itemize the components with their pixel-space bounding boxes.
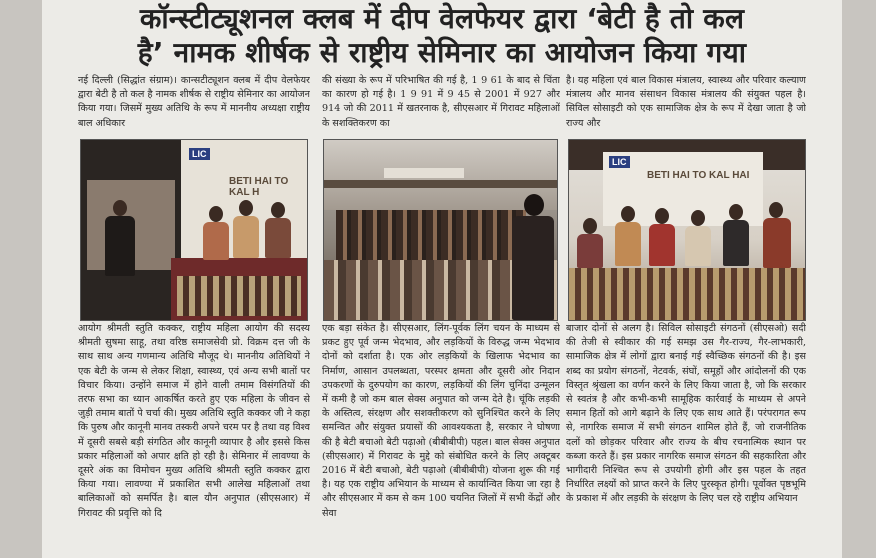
bottom-column-2: एक बड़ा संकेत है। सीएसआर, लिंग-पूर्वक लिंग चयन के माध्यम से प्रकट हुए पूर्व जन्म भेदभाव, और लड़कियों के विरुद्ध जन्म भेदभाव दोनों को दर्शाता है। एक ओर लड़कियों के खिलाफ भेदभाव का निर्माण, आसान उपलब्धता, परस्पर क्षमता और दूसरी ओर निदान उपकरणों के दुरुपयोग का कारण, लड़कियों की लिंग चुनिंदा उन्मूलन में कमी है जो कम बाल सेक्स अनुपात को जन्म देते है। चूंकि लड़की के अस्तित्व, संरक्षण और सशक्तीकरण को सुनिश्चित करने के लिए समन्वित और संयुक्त प्रयासों की आवश्यकता है, सरकार ने घोषणा की है बेटी बचाओ बेटी पढ़ाओ (बीबीबीपी) पहल। बाल सेक्स अनुपात (सीएसआर) में गिरावट के मुद्दे को संबोधित करने के लिए अक्टूबर 2016 में बेटी बचाओ, बेटी पढ़ाओ (बीबीबीपी) योजना शुरू की गई है। यह एक राष्ट्रीय अभियान के माध्यम से कार्यान्वित किया जा रहा है और सीएसआर में कम से कम 100 चयनित जिलों में सभी केंद्रों और सेवा xyxy=(322,323,560,519)
lic-logo: LIC xyxy=(189,148,210,160)
lic-logo-2: LIC xyxy=(609,156,630,168)
headline-line-1: कॉन्स्टीट्यूशनल क्लब में दीप वेलफेयर द्वारा ‘बेटी है तो कल xyxy=(139,2,745,35)
bottom-column-3: बाजार दोनों से अलग है। सिविल सोसाइटी संगठनों (सीएसओ) सदी की तेजी से स्वीकार की गई समझ उस गैर-राज्य, गैर-लाभकारी, सामाजिक क्षेत्र में लोगों द्वारा बनाई गई स्वैच्छिक संगठनों की है। इस शब्द का प्रयोग संगठनों, नेटवर्क, संघों, समूहों और आंदोलनों की एक विस्तृत श्रृंखला का वर्णन करने के लिए किया जाता है, जो कि सरकार से स्वतंत्र है और कभी-कभी सामूहिक कार्रवाई के माध्यम से अपने समान हितों को आगे बढ़ाने के लिए एक साथ आते हैं। परंपरागत रूप से, नागरिक समाज में सभी संगठन शामिल होते हैं, जो राजनीतिक दलों को छोड़कर परिवार और राज्य के बीच रचनात्मिक स्थान पर कब्जा करते हैं। इस प्रकार नागरिक समाज संगठन की सहकारिता और भागीदारी निश्चित रूप से उपयोगी होगी और इस पहल के तहत निर्धारित लक्ष्यों को प्राप्त करने के लिए पुरस्कृत होगी। पूर्वोक्त पृष्ठभूमि के प्रकाश में और लड़की के संरक्षण के लिए चल रहे राष्ट्रीय अभियान xyxy=(566,323,806,505)
newspaper-clipping xyxy=(42,0,842,558)
headline xyxy=(42,2,842,70)
top-column-1: नई दिल्ली (सिद्धांत संग्राम)। कान्सटीट्यूशन क्लब में दीप वेलफेयर द्वारा बेटी है तो कल है नामक शीर्षक से राष्ट्रीय सेमिनार का आयोजन किया गया। जिसमें मुख्य अतिथि के रूप में माननीय अध्यक्षा राष्ट्रीय बाल अधिकार xyxy=(78,75,310,129)
headline-line-2: है’ नामक शीर्षक से राष्ट्रीय सेमिनार का आयोजन किया गया xyxy=(137,36,747,69)
seminar-stage-photo-1 xyxy=(80,139,308,321)
stage-banner-text-2: BETI HAI TO KAL HAI xyxy=(647,170,750,181)
seminar-audience-photo xyxy=(323,139,558,321)
bottom-column-1: आयोग श्रीमती स्तुति कक्कर, राष्ट्रीय महिला आयोग की सदस्य श्रीमती सुषमा साहू, तथा वरिष्ठ समाजसेवी प्रो. विक्रम दत्त जी के साथ साथ अन्य गणमान्य अतिथि मौजूद थे। माननीय अतिथियों ने एक बेटी के जन्म से लेकर शिक्षा, स्वास्थ्य, एवं अन्य सभी बातों पर विचार किया। उन्होंने समाज में होने वाली तमाम विसंगतियों की तरफ सभा का ध्यान आकर्षित करते हुए एक महिला के जीवन से जुड़ी तमाम बातों पे चर्चा की। मुख्य अतिथि स्तुति कक्कर जी ने कहा कि पुरुष और कानूनी मानव तस्करी अपने चरम पर है तथा वह विश्व में दूसरी सबसे बड़ी संगठित और कानूनी व्यापार है और इससे किस प्रकार महिलाओं को अपार क्षति हो रही है। सेमिनार में लावण्या के दूसरे अंक का विमोचन मुख्य अतिथि श्रीमती स्तुति कक्कर द्वारा किया गया। लावण्या में प्रकाशित सभी आलेख महिलाओं तथा बालिकाओं को समर्पित है। बाल यौन अनुपात (सीएसआर) में गिरावट की प्रवृत्ति को दि xyxy=(78,323,310,519)
seminar-stage-photo-2 xyxy=(568,139,806,321)
top-column-2: की संख्या के रूप में परिभाषित की गई है, 1 9 61 के बाद से चिंता का कारण हो गई है। 1 9 91 में 9 45 से 2001 में 927 और 914 जो की 2011 में खतरनाक है, सीएसआर में गिरावट महिलाओं के सशक्तिकरण का xyxy=(322,75,560,129)
top-column-3: है। यह महिला एवं बाल विकास मंत्रालय, स्वास्थ्य और परिवार कल्याण मंत्रालय और मानव संसाधन विकास मंत्रालय की संयुक्त पहल है। सिविल सोसाइटी को एक सामाजिक क्षेत्र के रूप में देखा जाता है जो राज्य और xyxy=(566,75,806,129)
stage-banner-text: BETI HAI TO KAL H xyxy=(229,176,289,198)
